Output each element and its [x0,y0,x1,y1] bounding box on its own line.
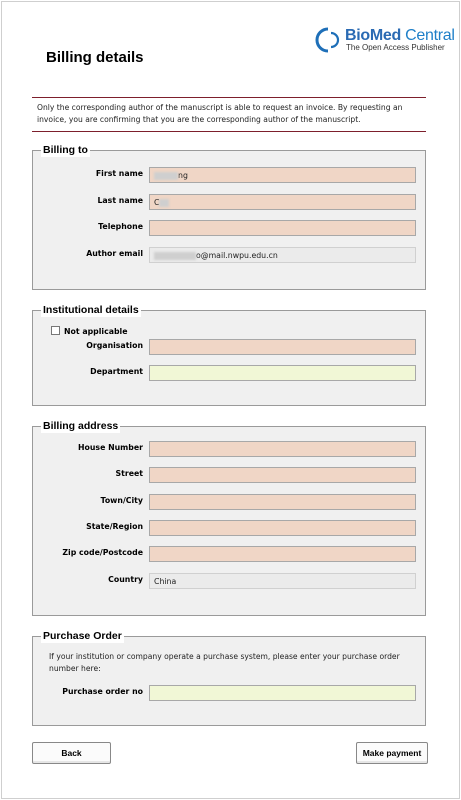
last-name-row [33,194,425,212]
country-field: China [149,573,416,589]
purchase-order-section [32,630,426,726]
street-row [33,467,425,485]
purchase-order-instructions: If your institution or company operate a purchase system, please enter your purchase order number here: [49,652,400,673]
zip-code-row [33,546,425,564]
house-number-label: House Number [78,443,143,452]
telephone-label: Telephone [98,222,143,231]
divider [32,97,426,98]
first-name-label: First name [95,169,143,178]
section-legend: Purchase Order [43,630,122,642]
department-field[interactable] [149,365,416,381]
checkbox-icon[interactable] [51,326,60,335]
author-email-field: o@mail.nwpu.edu.cn [149,247,416,263]
organisation-row [33,339,425,357]
section-legend: Billing to [43,144,88,156]
make-payment-button[interactable]: Make payment [356,742,428,764]
country-row [33,573,425,591]
zip-code-label: Zip code/Postcode [62,548,143,557]
first-name-row [33,167,425,185]
house-number-field[interactable] [149,441,416,457]
first-name-field[interactable]: ng [149,167,416,183]
house-number-row [33,441,425,459]
not-applicable-checkbox[interactable]: Not applicable [51,326,128,336]
divider [32,131,426,132]
brand-tagline: The Open Access Publisher [346,43,445,52]
brand-name: BioMed Central [345,27,455,44]
street-field[interactable] [149,467,416,483]
page-title: Billing details [46,49,144,66]
institutional-section [32,304,426,406]
department-label: Department [90,367,143,376]
biomed-logo-icon [315,27,341,53]
town-city-field[interactable] [149,494,416,510]
telephone-row [33,220,425,238]
billing-to-section [32,144,426,290]
telephone-field[interactable] [149,220,416,236]
purchase-order-row [33,685,425,703]
purchase-order-label: Purchase order no [62,687,143,696]
state-region-label: State/Region [86,522,143,531]
author-email-row [33,247,425,265]
purchase-order-field[interactable] [149,685,416,701]
author-email-label: Author email [86,249,143,258]
department-row [33,365,425,383]
street-label: Street [115,469,143,478]
organisation-field[interactable] [149,339,416,355]
section-legend: Institutional details [43,304,139,316]
town-city-row [33,494,425,512]
last-name-field[interactable]: C [149,194,416,210]
town-city-label: Town/City [100,496,143,505]
intro-text: Only the corresponding author of the manuscript is able to request an invoice. By requesting an invoice, you are confirming that you are the corresponding author of the manuscript. [37,103,403,124]
zip-code-field[interactable] [149,546,416,562]
country-label: Country [108,575,143,584]
section-legend: Billing address [43,420,119,432]
biomed-central-logo [315,26,455,54]
organisation-label: Organisation [86,341,143,350]
state-region-row [33,520,425,538]
state-region-field[interactable] [149,520,416,536]
billing-address-section [32,420,426,616]
back-button[interactable]: Back [32,742,111,764]
last-name-label: Last name [97,196,143,205]
